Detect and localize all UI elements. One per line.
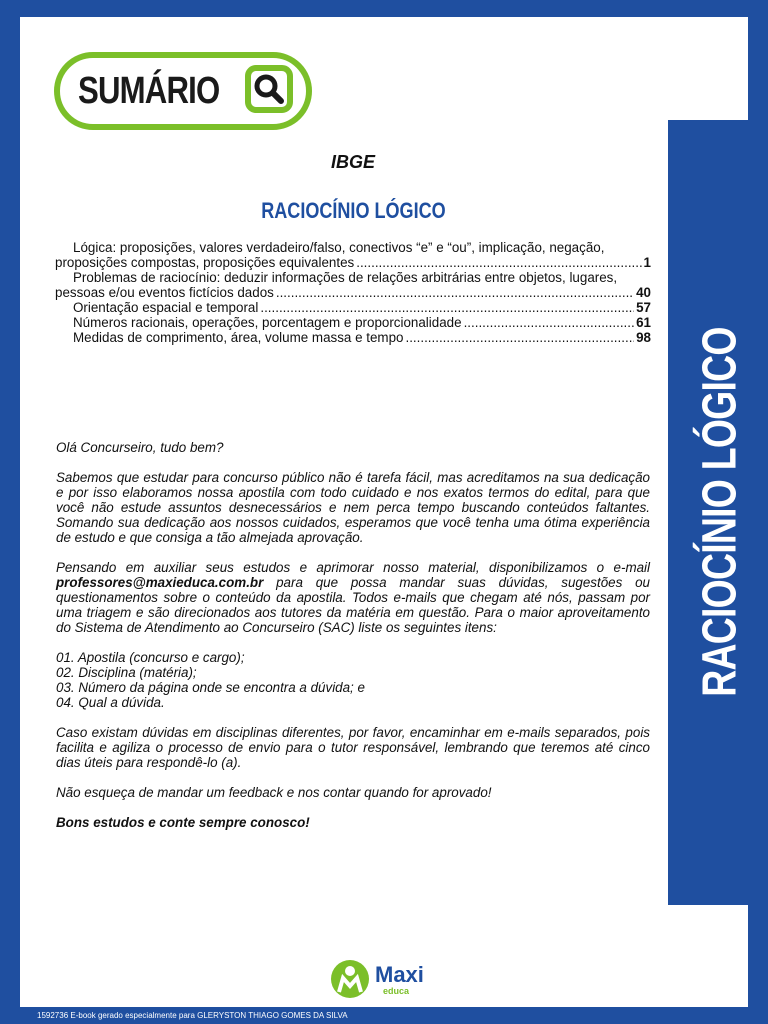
paragraph: Caso existam dúvidas em disciplinas diferentes, por favor, encaminhar em e-mails separados, pois facilita e agiliza o processo de envio para o tutor responsável, lembrando que teremos até cinco dias úteis para respondê-lo (a).	[56, 725, 650, 770]
toc-entry[interactable]: proposições compostas, proposições equivalentes ..... 1	[55, 255, 651, 270]
footer-note: 1592736 E-book gerado especialmente para GLERYSTON THIAGO GOMES DA SILVA	[37, 1011, 348, 1020]
subject-title: RACIOCÍNIO LÓGICO	[260, 198, 446, 223]
list-item: 03. Número da página onde se encontra a dúvida; e	[56, 680, 365, 695]
intro-text	[56, 440, 650, 845]
contact-email[interactable]: professores@maxieduca.com.br	[56, 575, 264, 590]
toc-entry[interactable]: Orientação espacial e temporal ..... 57	[55, 300, 651, 315]
toc-entry[interactable]: Medidas de comprimento, área, volume massa e tempo ..... 98	[55, 330, 651, 345]
side-title: RACIOCÍNIO LÓGICO	[693, 327, 747, 697]
paragraph: Sabemos que estudar para concurso público não é tarefa fácil, mas acreditamos na sua dedicação e por isso elaboramos nossa apostila com todo cuidado e nos exatos termos do edital, para que você não estude assuntos desnecessários e nem perca tempo buscando conteúdos faltantes. Somando sua dedicação aos nossos cuidados, esperamos que você tenha uma ótima experiência de estudo e que consiga a tão almejada aprovação.	[56, 470, 650, 545]
toc-page: 1	[643, 255, 651, 270]
institution-title: IBGE	[330, 152, 375, 172]
list-item: 01. Apostila (concurso e cargo);	[56, 650, 245, 665]
magnifier-icon	[244, 64, 294, 114]
sumario-label: SUMÁRIO	[78, 70, 220, 112]
toc-line: Problemas de raciocínio: deduzir informações de relações arbitrárias entre objetos, lugares,	[73, 270, 618, 285]
toc-page: 57	[636, 300, 651, 315]
closing: Bons estudos e conte sempre conosco!	[56, 815, 310, 830]
toc-page: 40	[636, 285, 651, 300]
greeting: Olá Concurseiro, tudo bem?	[56, 440, 224, 455]
list-item: 02. Disciplina (matéria);	[56, 665, 197, 680]
maxi-logo: Maxi educa	[331, 960, 441, 1000]
sumario-badge	[54, 52, 308, 126]
paragraph: Não esqueça de mandar um feedback e nos contar quando for aprovado!	[56, 785, 492, 800]
toc-entry[interactable]: Números racionais, operações, porcentagem e proporcionalidade ..... 61	[55, 315, 651, 330]
toc-line: Lógica: proposições, valores verdadeiro/falso, conectivos “e” e “ou”, implicação, negação,	[73, 240, 605, 255]
table-of-contents	[55, 240, 651, 345]
paragraph: Pensando em auxiliar seus estudos e aprimorar nosso material, disponibilizamos o e-mail professores@maxieduca.com.br para que possa mandar suas dúvidas, sugestões ou questionamentos sobre o conteúdo da apostila. Todos e-mails que chegam até nós, passam por uma triagem e são direcionados aos tutores da matéria em questão. Para o maior aproveitamento do Sistema de Atendimento ao Concurseiro (SAC) liste os seguintes itens:	[56, 560, 650, 635]
toc-entry[interactable]: pessoas e/ou eventos fictícios dados ..... 40	[55, 285, 651, 300]
toc-page: 98	[636, 330, 651, 345]
items-list	[56, 650, 650, 710]
toc-page: 61	[636, 315, 651, 330]
list-item: 04. Qual a dúvida.	[56, 695, 165, 710]
maxi-logo-icon	[331, 960, 369, 998]
